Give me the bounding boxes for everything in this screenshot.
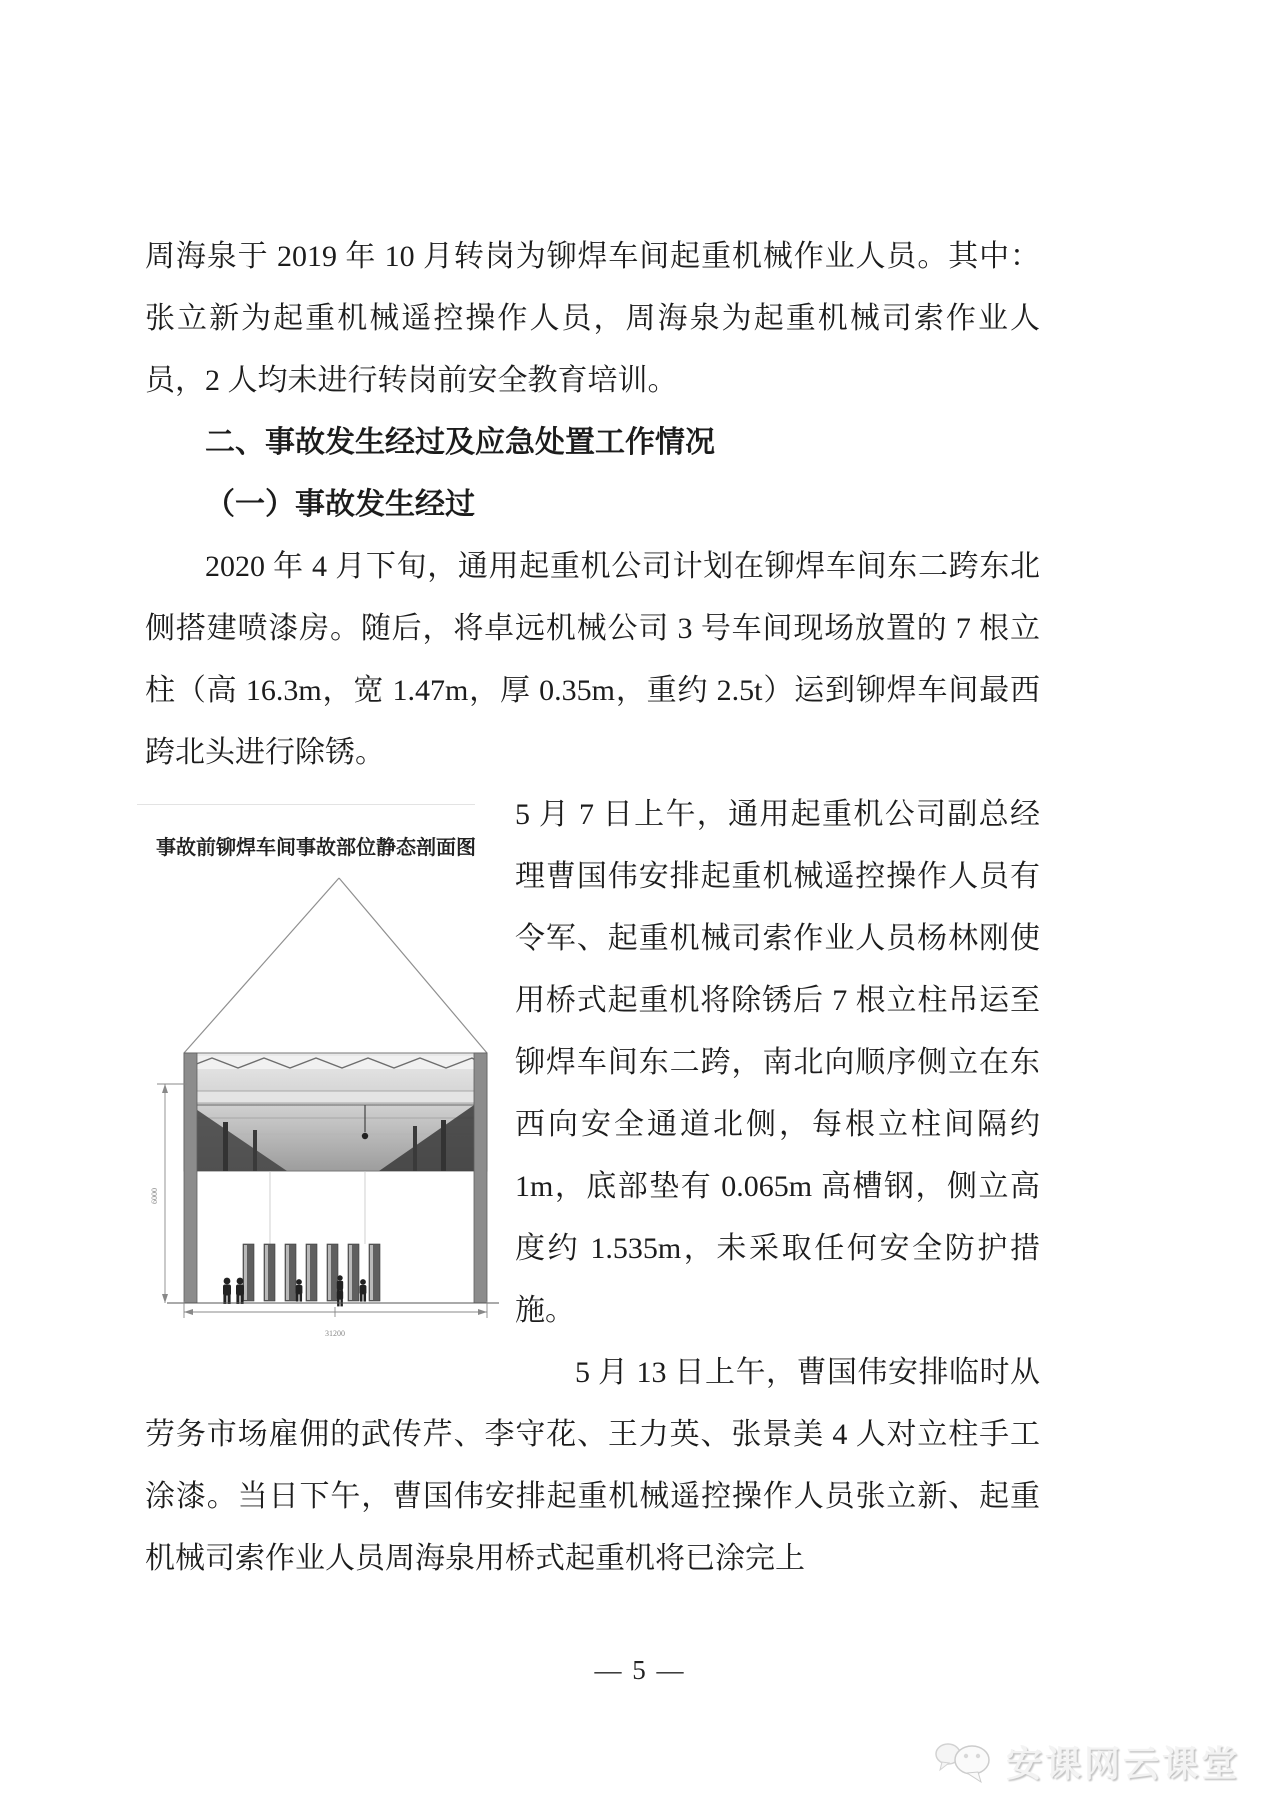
paragraph-training-status: 周海泉于 2019 年 10 月转岗为铆焊车间起重机械作业人员。其中：张立新为起重机械遥控操作人员，周海泉为起重机械司索作业人员，2 人均未进行转岗前安全教育培训。 — [145, 240, 1040, 397]
width-dimension — [184, 1301, 487, 1338]
section-heading: 二、事故发生经过及应急处置工作情况 — [205, 426, 715, 459]
workshop-section-diagram — [127, 796, 505, 1396]
workshop-section-figure — [127, 796, 505, 1396]
steel-plates — [243, 1244, 380, 1301]
watermark — [934, 1736, 1240, 1787]
height-dimension-label: 6000 — [150, 1188, 159, 1204]
roof-outline — [184, 878, 487, 1053]
page-body — [145, 226, 1040, 1590]
right-wall-column — [474, 1053, 487, 1303]
figure-caption: 事故前铆焊车间事故部位静态剖面图 — [156, 837, 476, 859]
chat-bubbles-icon — [934, 1738, 996, 1786]
page-number: — 5 — — [594, 1655, 686, 1685]
paragraph-may7-text: 5 月 7 日上午，通用起重机公司副总经理曹国伟安排起重机械遥控操作人员有令军、起重机械司索作业人员杨林刚使用桥式起重机将除锈后 7 根立柱吊运至铆焊车间东二跨，南北向顺序侧立在东西向安全通道北侧，每根立柱间隔约 1m，底部垫有 0.065m 高槽钢，侧立高度约 1.535m，未采取任何安全防护措施。 — [515, 798, 1040, 1327]
height-dimension — [150, 1084, 187, 1303]
paragraph-april-plan: 2020 年 4 月下旬，通用起重机公司计划在铆焊车间东二跨东北侧搭建喷漆房。随后，将卓远机械公司 3 号车间现场放置的 7 根立柱（高 16.3m，宽 1.47m，厚 0.35m，重约 2.5t）运到铆焊车间最西跨北头进行除锈。 — [145, 550, 1040, 769]
paragraph-may13: 5 月 13 日上午，曹国伟安排临时从劳务市场雇佣的武传芹、李守花、王力英、张景美 4 人对立柱手工涂漆。当日下午，曹国伟安排起重机械遥控操作人员张立新、起重机械司索作业人员周海泉用桥式起重机将已涂完上 — [145, 1356, 1040, 1575]
watermark-text: 安课网云课堂 — [1005, 1743, 1240, 1784]
width-dimension-label: 31200 — [325, 1329, 345, 1338]
workshop-photo — [184, 1053, 487, 1171]
subsection-heading: （一）事故发生经过 — [205, 488, 475, 521]
left-wall-column — [184, 1053, 197, 1303]
